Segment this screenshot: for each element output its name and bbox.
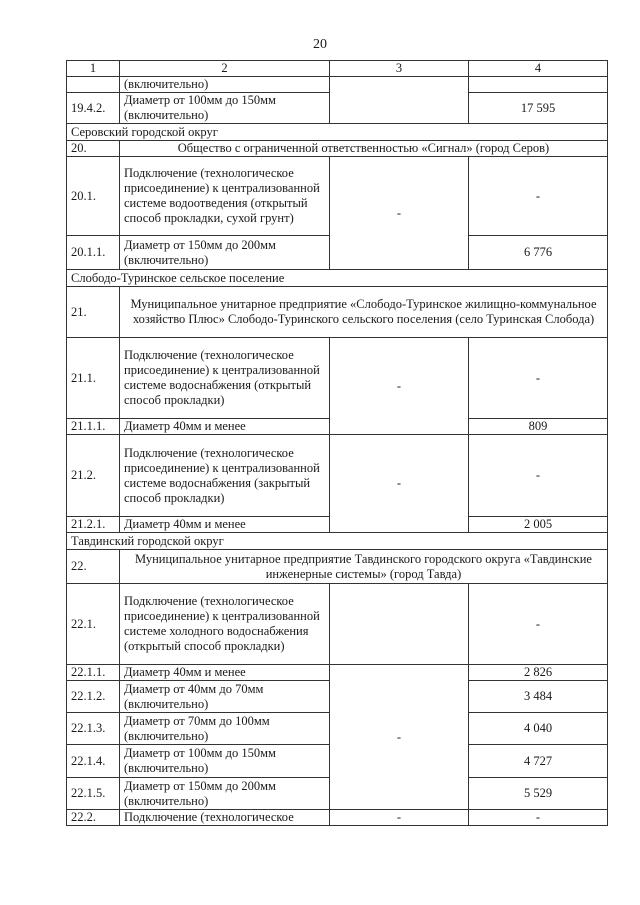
item-number: 20.1. [67,157,120,236]
section-row [67,533,608,550]
header-cell: 4 [469,61,608,77]
item-number: 21.2.1. [67,517,120,533]
table-row [67,435,608,517]
item-number: 22.1. [67,584,120,665]
section-title: Серовский городской округ [67,124,608,141]
price-cell [469,77,608,93]
item-description: Диаметр от 150мм до 200мм (включительно) [120,236,330,270]
table-row [67,157,608,236]
section-title: Тавдинский городской округ [67,533,608,550]
section-title: Слободо-Туринское сельское поселение [67,270,608,287]
item-number: 21. [67,287,120,338]
item-description: Диаметр от 100мм до 150мм (включительно) [120,745,330,778]
header-row [67,61,608,77]
col3-cell [330,584,469,665]
item-description: Подключение (технологическое присоединение) к централизованной системе водоснабжения (закрытый способ прокладки) [120,435,330,517]
price-cell: 4 040 [469,713,608,745]
item-number: 22.2. [67,810,120,826]
header-cell: 3 [330,61,469,77]
organization-row [67,287,608,338]
item-number: 22.1.2. [67,681,120,713]
item-number: 22.1.1. [67,665,120,681]
table-row [67,584,608,665]
item-number: 21.1. [67,338,120,419]
price-cell: 17 595 [469,93,608,124]
price-cell: 3 484 [469,681,608,713]
header-cell: 1 [67,61,120,77]
item-number: 21.2. [67,435,120,517]
price-cell: 6 776 [469,236,608,270]
organization-row [67,141,608,157]
item-description: Диаметр 40мм и менее [120,517,330,533]
page-number: 20 [313,37,327,52]
price-cell: - [469,157,608,236]
item-number: 20. [67,141,120,157]
item-number: 19.4.2. [67,93,120,124]
col3-cell: - [330,435,469,533]
price-cell: 4 727 [469,745,608,778]
item-description: Диаметр 40мм и менее [120,665,330,681]
price-cell: - [469,435,608,517]
item-description: Подключение (технологическое присоединение) к централизованной системе холодного водоснабжения (открытый способ прокладки) [120,584,330,665]
item-description: Подключение (технологическое присоединение) к централизованной системе водоснабжения (открытый способ прокладки) [120,338,330,419]
col3-cell: - [330,810,469,826]
price-cell: - [469,584,608,665]
item-number: 22.1.4. [67,745,120,778]
header-cell: 2 [120,61,330,77]
price-cell: 5 529 [469,778,608,810]
item-description: Диаметр от 150мм до 200мм (включительно) [120,778,330,810]
price-cell: 2 826 [469,665,608,681]
section-row [67,270,608,287]
price-cell: 809 [469,419,608,435]
item-description: Диаметр от 70мм до 100мм (включительно) [120,713,330,745]
organization-name: Общество с ограниченной ответственностью «Сигнал» (город Серов) [120,141,608,157]
section-row [67,124,608,141]
col3-cell [330,77,469,124]
item-number: 21.1.1. [67,419,120,435]
item-description: Диаметр от 40мм до 70мм (включительно) [120,681,330,713]
price-cell: - [469,338,608,419]
table-row [67,665,608,681]
col3-merged-cell: - [330,665,469,810]
item-number: 20.1.1. [67,236,120,270]
table-row [67,77,608,93]
item-description: Диаметр 40мм и менее [120,419,330,435]
col3-cell: - [330,338,469,435]
table-row [67,338,608,419]
item-number: 22.1.5. [67,778,120,810]
item-description: Подключение (технологическое [120,810,330,826]
organization-name: Муниципальное унитарное предприятие Тавдинского городского округа «Тавдинские инженерные системы» (город Тавда) [120,550,608,584]
organization-name: Муниципальное унитарное предприятие «Слободо-Туринское жилищно-коммунальное хозяйство Плюс» Слободо-Туринского сельского поселения (село Туринская Слобода) [120,287,608,338]
price-cell: 2 005 [469,517,608,533]
item-description: (включительно) [120,77,330,93]
item-description: Подключение (технологическое присоединение) к централизованной системе водоотведения (открытый способ прокладки, сухой грунт) [120,157,330,236]
col3-cell: - [330,157,469,270]
price-cell: - [469,810,608,826]
item-number: 22.1.3. [67,713,120,745]
organization-row [67,550,608,584]
item-number [67,77,120,93]
table-row [67,810,608,826]
item-number: 22. [67,550,120,584]
tariff-table [66,60,608,826]
item-description: Диаметр от 100мм до 150мм (включительно) [120,93,330,124]
